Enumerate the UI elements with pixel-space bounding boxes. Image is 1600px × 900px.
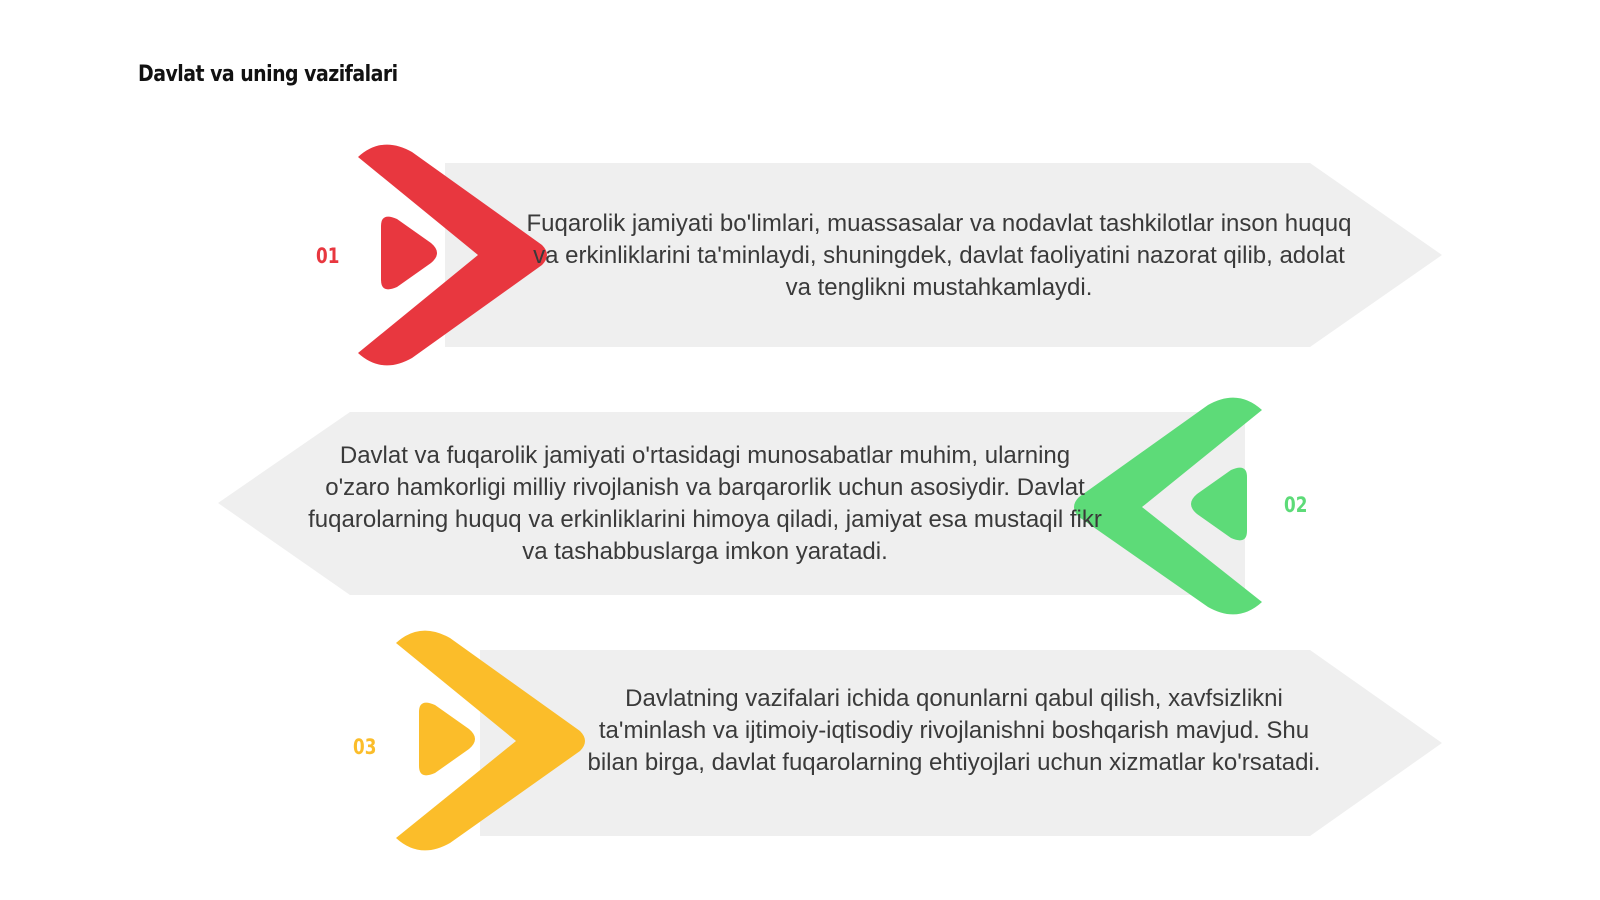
step-1-number: 01 [316,244,340,268]
step-3-number: 03 [353,735,377,759]
step-2-number: 02 [1284,493,1308,517]
step-3-text: Davlatning vazifalari ichida qonunlarni qabul qilish, xavfsizlikni ta'minlash va ijtimoiy-iqtisodiy rivojlanishni boshqarish mavjud. Shu bilan birga, davlat fuqarolarning ehtiyojlari uchun xizmatlar ko'rsatadi. [587,685,1321,776]
step-2-text: Davlat va fuqarolik jamiyati o'rtasidagi munosabatlar muhim, ularning o'zaro hamkorligi milliy rivojlanish va barqarorlik uchun asosiydir. Davlat fuqarolarning huquq va erkinliklarini himoya qiladi, jamiyat esa mustaqil fikr va tashabbuslarga imkon yaratadi. [308,442,1102,565]
step-3-play-marker [419,703,475,776]
step-1-text: Fuqarolik jamiyati bo'limlari, muassasalar va nodavlat tashkilotlar inson huquq va erkinliklarini ta'minlaydi, shuningdek, davlat faoliyatini nazorat qilib, adolat va tenglikni mustahkamlaydi. [526,210,1352,301]
step-1-play-marker [381,217,437,290]
slide-title: Davlat va uning vazifalari [138,62,398,87]
